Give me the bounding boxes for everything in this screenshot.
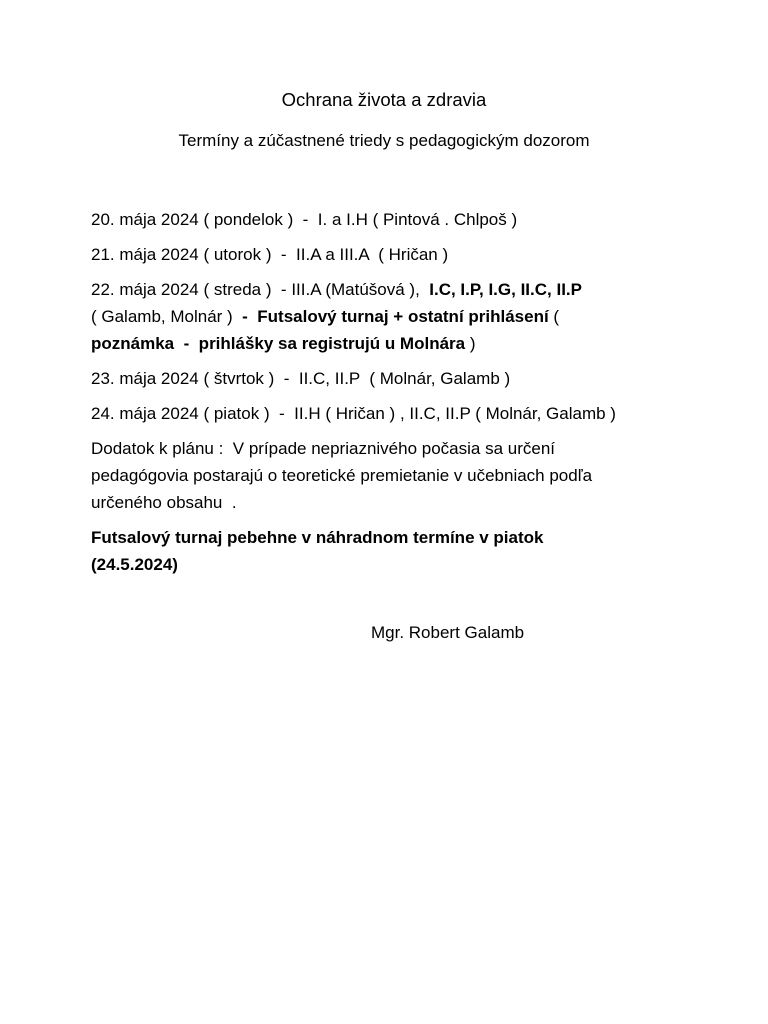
schedule-entry-22-may-classes: I.C, I.P, I.G, II.C, II.P — [429, 280, 582, 299]
schedule-entry-23-may: 23. mája 2024 ( štvrtok ) - II.C, II.P ( Molnár, Galamb ) — [91, 369, 511, 388]
schedule-entry-21-may: 21. mája 2024 ( utorok ) - II.A a III.A ( Hričan ) — [91, 245, 449, 264]
schedule-entry-22-may-paren-open: ( — [548, 307, 560, 326]
document-body — [91, 206, 731, 578]
schedule-entry-22-may-futsal: - Futsalový turnaj + ostatní prihlásení — [242, 307, 549, 326]
schedule-entry-22-may-line2 — [91, 303, 731, 330]
schedule-entry-22-may-teachers: ( Galamb, Molnár ) — [91, 307, 243, 326]
futsal-note-line-2: (24.5.2024) — [91, 555, 178, 574]
schedule-entry-22-may-line3 — [91, 330, 731, 357]
document-subtitle: Termíny a zúčastnené triedy s pedagogickým dozorom — [178, 131, 590, 150]
schedule-entry-20-may: 20. mája 2024 ( pondelok ) - I. a I.H ( Pintová . Chlpoš ) — [91, 210, 518, 229]
addendum-line-3: určeného obsahu . — [91, 493, 237, 512]
futsal-note — [91, 524, 731, 578]
schedule-entry-22-may-date: 22. mája 2024 ( streda ) - III.A (Matúšová ), — [91, 280, 430, 299]
schedule-entry-22-may-line1 — [91, 276, 731, 303]
signature: Mgr. Robert Galamb — [371, 623, 525, 642]
schedule-entry-22-may — [91, 276, 731, 357]
addendum-paragraph — [91, 435, 731, 516]
document-title: Ochrana života a zdravia — [281, 89, 487, 110]
addendum-line-1: Dodatok k plánu : V prípade nepriaznivého počasia sa určení — [91, 439, 556, 458]
schedule-entry-22-may-note: poznámka - prihlášky sa registrujú u Molnára — [91, 334, 466, 353]
schedule-entry-22-may-paren-close: ) — [465, 334, 476, 353]
addendum-line-2: pedagógovia postarajú o teoretické premietanie v učebniach podľa — [91, 466, 593, 485]
schedule-entry-24-may: 24. mája 2024 ( piatok ) - II.H ( Hričan ) , II.C, II.P ( Molnár, Galamb ) — [91, 404, 616, 423]
futsal-note-line-1: Futsalový turnaj pebehne v náhradnom termíne v piatok — [91, 528, 544, 547]
